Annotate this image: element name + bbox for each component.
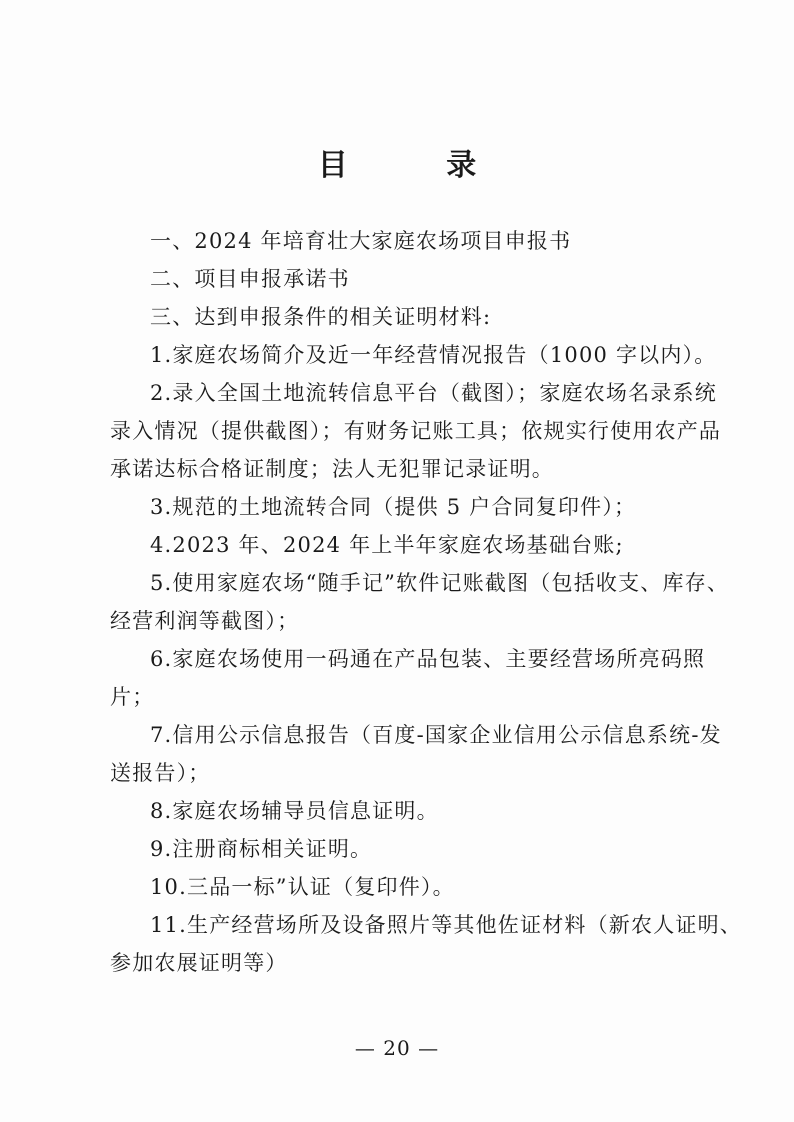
toc-item-line: 4.2023 年、2024 年上半年家庭农场基础台账; <box>150 533 624 557</box>
toc-item-line: 2.录入全国土地流转信息平台（截图）；家庭农场名录系统 <box>150 381 717 405</box>
toc-item-8 <box>110 792 696 830</box>
toc-item-11 <box>110 906 742 982</box>
toc-section-2: 二、项目申报承诺书 <box>150 267 350 291</box>
toc-item-line: 经营利润等截图）； <box>110 609 300 633</box>
page-title: 目 录 <box>317 148 521 183</box>
toc-item-3 <box>110 488 696 526</box>
toc-item-line: 参加农展证明等） <box>110 951 288 975</box>
toc-item-line: 片； <box>110 685 155 709</box>
toc-item-line: 7.信用公示信息报告（百度-国家企业信用公示信息系统-发 <box>150 723 722 747</box>
toc-item-5 <box>110 564 730 640</box>
toc-item-line: 录入情况（提供截图）；有财务记账工具；依规实行使用农产品 <box>110 419 722 443</box>
toc-item-line: 9.注册商标相关证明。 <box>150 837 373 861</box>
toc-item-line: 11.生产经营场所及设备照片等其他佐证材料（新农人证明、 <box>150 913 742 937</box>
toc-content <box>110 222 742 982</box>
toc-item-line: 10.三品一标”认证（复印件）。 <box>150 875 455 899</box>
toc-item-line: 3.规范的土地流转合同（提供 5 户合同复印件）； <box>150 495 637 519</box>
toc-item-6 <box>110 640 706 716</box>
toc-item-line: 5.使用家庭农场“随手记”软件记账截图（包括收支、库存、 <box>150 571 730 595</box>
toc-item-9 <box>110 830 696 868</box>
toc-item-1 <box>110 336 717 374</box>
toc-item-line: 送报告）； <box>110 761 211 785</box>
toc-item-line: 承诺达标合格证制度；法人无犯罪记录证明。 <box>110 457 554 481</box>
page-number: — 20 — <box>354 1036 440 1060</box>
toc-item-10 <box>110 868 696 906</box>
toc-item-line: 6.家庭农场使用一码通在产品包装、主要经营场所亮码照 <box>150 647 706 671</box>
toc-item-line: 8.家庭农场辅导员信息证明。 <box>150 799 439 823</box>
toc-section-1: 一、2024 年培育壮大家庭农场项目申报书 <box>150 229 572 253</box>
toc-item-line: 1.家庭农场简介及近一年经营情况报告（1000 字以内）。 <box>150 343 717 367</box>
toc-item-4 <box>110 526 696 564</box>
toc-item-7 <box>110 716 722 792</box>
toc-item-2 <box>110 374 722 488</box>
toc-section-3: 三、达到申报条件的相关证明材料: <box>150 305 492 329</box>
